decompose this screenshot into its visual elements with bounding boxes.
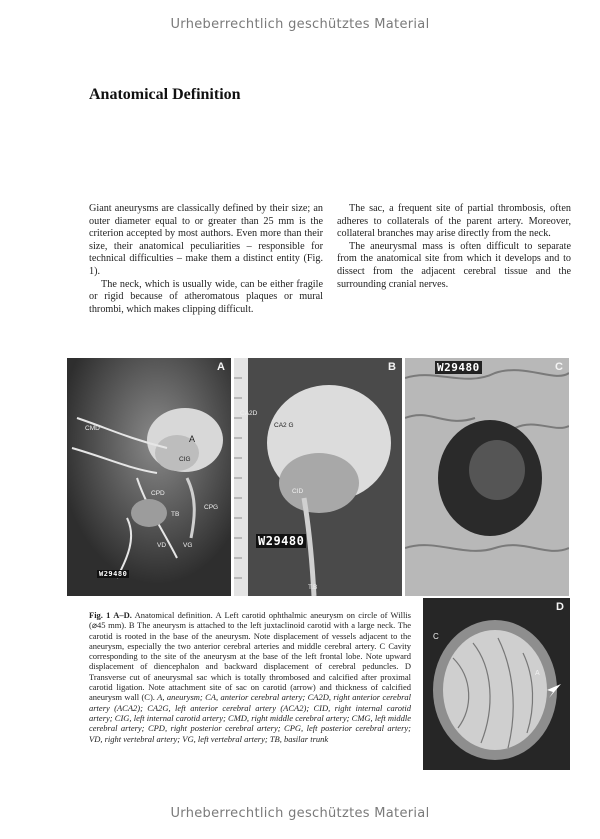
paragraph: Giant aneurysms are classically defined by their size; an outer diameter equal to or greater than 25 mm is the criterion accepted by most authors. Even more than their size, their anatomical peculiarities – responsible for technical difficulties – make them a distinct entity (Fig. 1). bbox=[89, 203, 323, 277]
body-column-right bbox=[337, 203, 571, 291]
specimen-id: W29480 bbox=[99, 570, 128, 578]
caption-lead: Fig. 1 A–D. bbox=[89, 610, 132, 620]
watermark-bottom: Urheberrechtlich geschütztes Material bbox=[170, 806, 430, 821]
label-cid: CID bbox=[292, 488, 304, 495]
figure-panel-d bbox=[423, 598, 570, 770]
label-cpg: CPG bbox=[204, 504, 219, 511]
paragraph: The aneurysmal mass is often difficult to separate from the anatomical site from which it develops and to dissect from the adjacent cerebral tissue and the surrounding cranial nerves. bbox=[337, 240, 571, 290]
specimen-id: W29480 bbox=[437, 361, 480, 374]
label-c: C bbox=[433, 632, 439, 641]
label-vg: VG bbox=[183, 542, 193, 549]
panel-a-image bbox=[67, 358, 231, 596]
watermark-top: Urheberrechtlich geschütztes Material bbox=[170, 17, 430, 32]
figure-caption bbox=[89, 610, 411, 744]
label-cig: CIG bbox=[179, 456, 191, 463]
label-ca2d: CA2D bbox=[240, 410, 258, 417]
specimen-id: W29480 bbox=[258, 534, 305, 548]
caption-text: Anatomical definition. A Left carotid ophthalmic aneurysm on circle of Willis (⌀45 mm). B The aneurysm is attached to the left juxtaclinoid carotid with a large neck. The carotid is rooted in the base of the aneurysm. Note displacement of vessels adjacent to the aneurysm, especially the two anterior cerebral arteries and middle cerebral artery. C Cavity corresponding to the site of the aneurysm at the base of the left frontal lobe. Note upward displacement of diencephalon and backward displacement of cerebral peduncles. D Transverse cut of aneurysmal sac which is totally thrombosed and calcified after proximal carotid ligation. Note attachment site of sac on carotid (arrow) and thickness of calcified aneurysm wall (C). bbox=[89, 610, 411, 703]
label-vd: VD bbox=[157, 542, 167, 549]
panel-b-image bbox=[234, 358, 402, 596]
caption-abbreviations: A, aneurysm; CA, anterior cerebral artery; CA2D, right anterior cerebral artery (ACA2); CA2G, left anterior cerebral artery (ACA2); CID, right internal carotid artery; CIG, left internal carotid artery; CMD, right middle cerebral artery; CMG, left middle cerebral artery; CPD, right posterior cerebral artery; CPG, left posterior cerebral artery; VD, right vertebral artery; VG, left vertebral artery; TB, basilar trunk bbox=[89, 692, 411, 744]
figure-panel-c bbox=[405, 358, 569, 596]
body-column-left bbox=[89, 203, 323, 316]
paragraph: The sac, a frequent site of partial thrombosis, often adheres to collaterals of the parent artery. Moreover, collateral branches may arise directly from the neck. bbox=[337, 203, 571, 240]
panel-letter: C bbox=[555, 361, 563, 373]
label-tb: T.B bbox=[308, 584, 318, 591]
label-tb: TB bbox=[171, 511, 180, 518]
label-a: A bbox=[535, 670, 540, 677]
paragraph: The neck, which is usually wide, can be either fragile or rigid because of atheromatous plaques or mural thrombi, which makes clipping difficult. bbox=[89, 278, 323, 315]
panel-d-image bbox=[423, 598, 570, 770]
label-cmd: CMD bbox=[85, 425, 100, 432]
section-heading: Anatomical Definition bbox=[89, 86, 241, 103]
label-cpd: CPD bbox=[151, 490, 165, 497]
panel-letter: D bbox=[556, 601, 564, 613]
panel-letter: B bbox=[388, 361, 396, 373]
figure-panel-b bbox=[234, 358, 402, 596]
figure-panel-a bbox=[67, 358, 231, 596]
label-ca2g: CA2 G bbox=[274, 422, 294, 429]
panel-c-image bbox=[405, 358, 569, 596]
label-a: A bbox=[189, 434, 196, 444]
panel-letter: A bbox=[217, 361, 225, 373]
